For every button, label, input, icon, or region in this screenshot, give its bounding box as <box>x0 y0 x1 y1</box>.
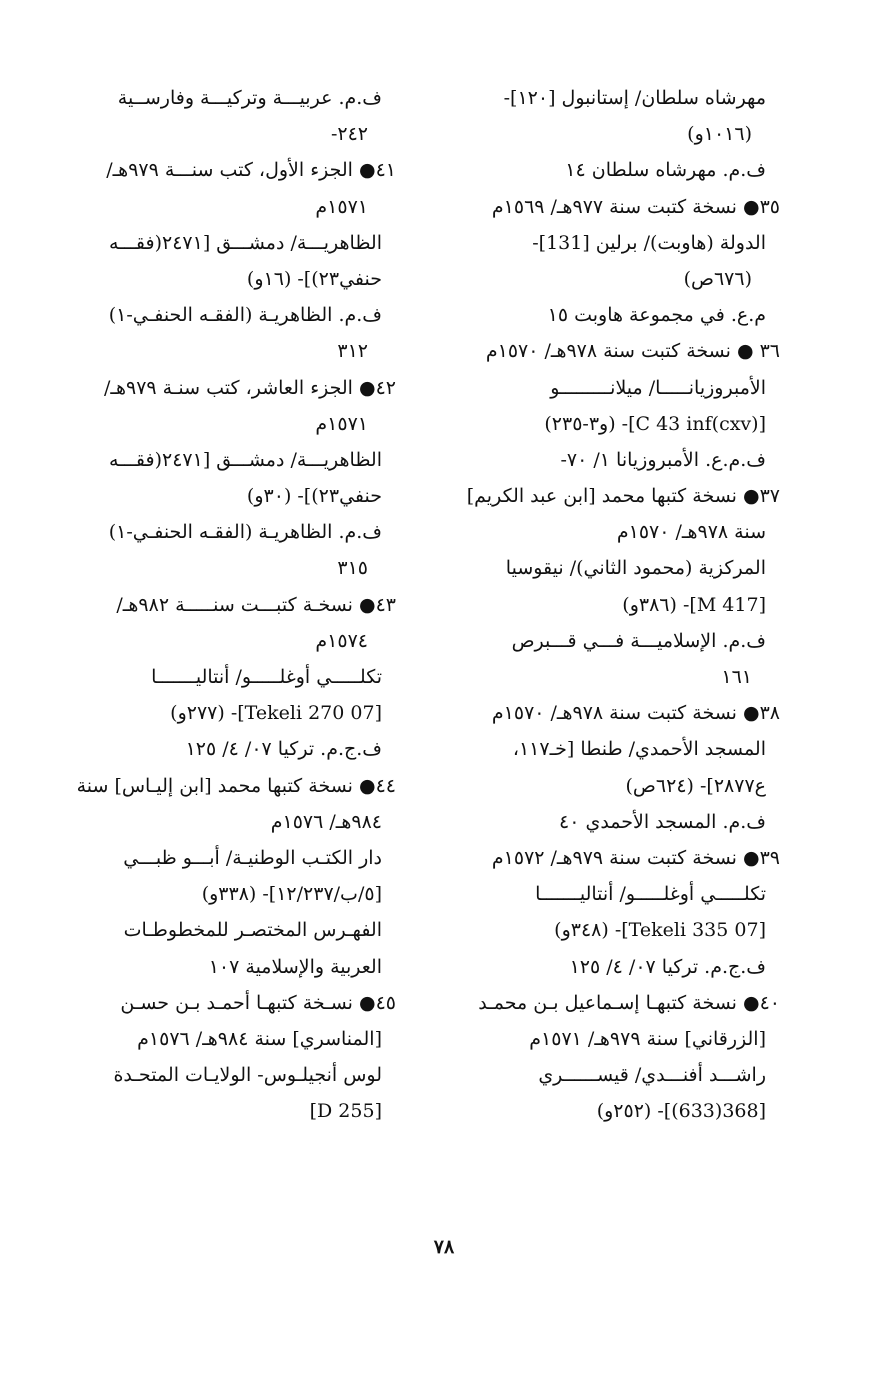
entry-heading: ٤٥● نسـخة كتبهـا أحمـد بـن حسـن <box>120 991 396 1014</box>
entry-heading: ٣٩● نسخة كتبت سنة ٩٧٩هـ/ ١٥٧٢م <box>491 846 780 869</box>
entry-line: [07 Tekeli 270]- (٢٧٧و) <box>170 702 382 725</box>
entry-line: مهرشاه سلطان/ إستانبول [١٢٠]- <box>503 87 766 109</box>
right-column <box>434 80 780 1129</box>
entry-line: ف.م. الظاهريـة (الفقـه الحنفـي-١) <box>108 304 382 327</box>
page-number: ٧٨ <box>433 1236 455 1258</box>
entry-line: ف.م. الظاهريـة (الفقـه الحنفـي-١) <box>108 521 382 544</box>
entry-line: ف.م. عربيـــة وتركيـــة وفارســية <box>117 87 382 109</box>
entry-line: الظاهريـــة/ دمشـــق [٢٤٧١(فقـــه <box>109 448 382 471</box>
entry-line: ١٦١ <box>721 666 752 688</box>
entry-line: [٥/ب/١٢/٢٣٧]- (٣٣٨و) <box>201 883 382 906</box>
entry-heading: ٤٢● الجزء العاشر، كتب سنـة ٩٧٩هـ/ <box>104 376 396 399</box>
entry-line: ف.م.ع. الأمبروزيانا ١/ ٧٠- <box>560 448 766 471</box>
entry-line: الأمبروزيانـــــا/ ميلانـــــــــو <box>550 376 766 399</box>
entry-line: (٦٧٦ص) <box>683 267 752 290</box>
entry-line: راشـــد أفنـــدي/ قيســــــري <box>538 1064 766 1087</box>
entry-line: سنة ٩٧٨هـ/ ١٥٧٠م <box>616 521 766 544</box>
entry-line: ف.ج.م. تركيا ٠٧/ ٤/ ١٢٥ <box>569 955 766 978</box>
entry-line: حنفي٢٣)]- (١٦و) <box>246 267 382 290</box>
left-column <box>52 80 396 1129</box>
entry-line: حنفي٢٣)]- (٣٠و) <box>246 485 382 508</box>
entry-heading: ٣٧● نسخة كتبها محمد [ابن عبد الكريم] <box>466 485 780 508</box>
entry-heading: ٤٣● نسخـة كتبـــت سنـــــة ٩٨٢هـ/ <box>116 593 396 616</box>
entry-line: العربية والإسلامية ١٠٧ <box>208 955 382 978</box>
entry-line: الدولة (هاوبت)/ برلين [131]- <box>532 231 766 254</box>
entry-line: [368(633)]- (٢٥٢و) <box>596 1100 766 1123</box>
entry-line: ١٥٧٤م <box>315 629 368 652</box>
entry-line: ١٥٧١م <box>315 412 368 435</box>
entry-line: ف.م. مهرشاه سلطان ١٤ <box>565 159 766 182</box>
entry-line: ٢٤٢- <box>330 123 368 146</box>
entry-line: الفهـرس المختصـر للمخطوطـات <box>123 919 382 942</box>
entry-line: دار الكتـب الوطنيـة/ أبـــو ظبـــي <box>123 846 382 869</box>
entry-line: [07 Tekeli 335]- (٣٤٨و) <box>554 919 766 942</box>
entry-heading: ٣٦ ● نسخة كتبت سنة ٩٧٨هـ/ ١٥٧٠م <box>485 340 780 363</box>
entry-line: [C 43 inf(cxv)]- (و٣-٢٣٥) <box>544 412 766 435</box>
entry-line: ف.ج.م. تركيا ٠٧/ ٤/ ١٢٥ <box>185 738 382 761</box>
entry-line: ٣١٢ <box>337 340 368 363</box>
entry-line: [الزرقاني] سنة ٩٧٩هـ/ ١٥٧١م <box>529 1027 766 1050</box>
entry-line: تكلـــــي أوغلـــــو/ أنتاليـــــــا <box>535 883 766 906</box>
entry-line: الظاهريـــة/ دمشـــق [٢٤٧١(فقـــه <box>109 231 382 254</box>
entry-line: (١٠١٦و) <box>687 123 752 146</box>
entry-line: المركزية (محمود الثاني)/ نيقوسيا <box>505 557 766 580</box>
entry-line: م.ع. في مجموعة هاوبت ١٥ <box>547 304 766 327</box>
entry-line: [M 417]- (٣٨٦و) <box>622 593 766 616</box>
entry-line: لوس أنجيلـوس- الولايـات المتحـدة <box>113 1064 382 1087</box>
entry-heading: ٤٤● نسخة كتبها محمد [ابن إليـاس] سنة <box>76 774 396 797</box>
entry-line: ع٢٨٧٧]- (٦٢٤ص) <box>625 774 766 797</box>
entry-line: تكلـــــي أوغلـــــو/ أنتاليـــــــا <box>151 666 382 688</box>
entry-heading: ٤٠● نسخة كتبهـا إسـماعيل بـن محمـد <box>478 991 780 1014</box>
entry-line: ٣١٥ <box>337 557 368 580</box>
entry-line: ف.م. الإسلاميـــة فـــي قـــبرص <box>511 629 766 652</box>
entry-heading: ٣٥● نسخة كتبت سنة ٩٧٧هـ/ ١٥٦٩م <box>491 195 780 218</box>
entry-heading: ٣٨● نسخة كتبت سنة ٩٧٨هـ/ ١٥٧٠م <box>491 702 780 725</box>
entry-line: ٩٨٤هـ/ ١٥٧٦م <box>270 810 382 833</box>
entry-line: المسجد الأحمدي/ طنطا [خـ١١٧، <box>512 738 766 761</box>
entry-line: [D 255] <box>309 1100 382 1123</box>
entry-line: ف.م. المسجد الأحمدي ٤٠ <box>558 810 766 833</box>
entry-heading: ٤١● الجزء الأول، كتب سنـــة ٩٧٩هـ/ <box>106 159 396 182</box>
entry-line: [المناسري] سنة ٩٨٤هـ/ ١٥٧٦م <box>137 1027 382 1050</box>
entry-line: ١٥٧١م <box>315 195 368 218</box>
